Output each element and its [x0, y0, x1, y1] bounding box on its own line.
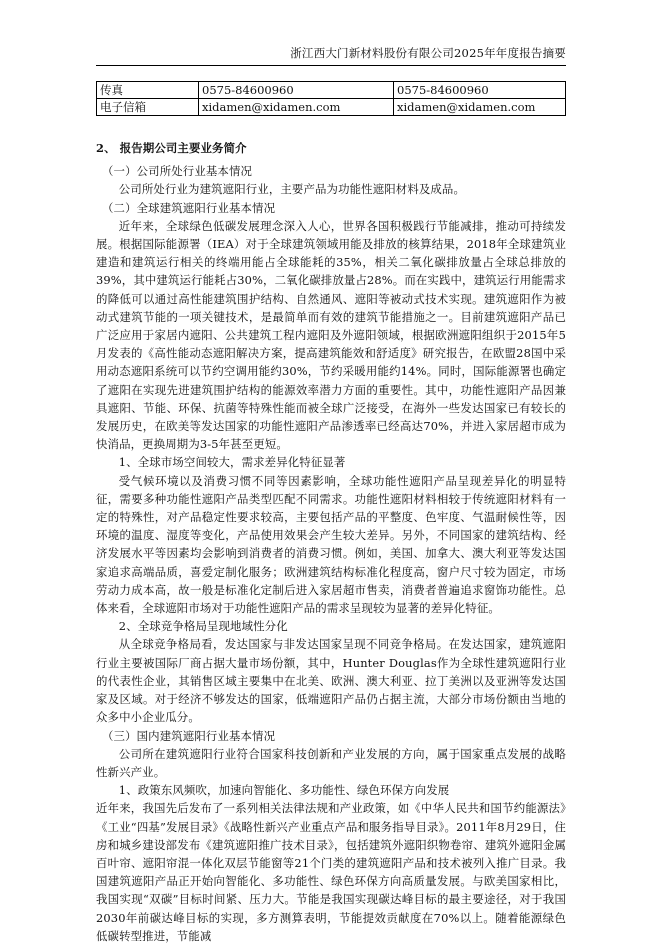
header-title: 浙江西大门新材料股份有限公司2025年年度报告摘要 — [290, 46, 566, 60]
subsection-heading: （二）全球建筑遮阳行业基本情况 — [102, 200, 276, 215]
table-cell-label: 电子信箱 — [97, 99, 199, 116]
table-row — [97, 82, 566, 99]
table-cell-value: 0575-84600960 — [394, 82, 566, 99]
subsection-heading: （一）公司所处行业基本情况 — [102, 164, 253, 179]
subsection-heading: （三）国内建筑遮阳行业基本情况 — [102, 728, 276, 743]
point-heading: 2、全球竞争格局呈现地域性分化 — [118, 619, 288, 634]
point-heading: 1、全球市场空间较大，需求差异化特征显著 — [118, 455, 346, 470]
paragraph: 公司所在建筑遮阳行业符合国家科技创新和产业发展的方向，属于国家重点发展的战略性新兴产业。 — [96, 746, 566, 779]
table-cell-value: xidamen@xidamen.com — [199, 99, 394, 116]
paragraph: 公司所处行业为建筑遮阳行业，主要产品为功能性遮阳材料及成品。 — [118, 182, 466, 197]
paragraph: 近年来，我国先后发布了一系列相关法律法规和产业政策，如《中华人民共和国节约能源法》《工业“四基”发展目录》《战略性新兴产业重点产品和服务指导目录》。2011年8月29日，住房和城乡建设部发布《建筑遮阳推广技术目录》，包括建筑外遮阳织物卷帘、建筑外遮阳金属百叶帘、遮阳帘混一体化双层节能窗等21个门类的建筑遮阳产品和技术被列入推广目录。我国建筑遮阳产品正开始向智能化、多功能性、绿色环保方向高质量发展。与欧美国家相比，我国实现“双碳”目标时间紧、压力大。节能是我国实现碳达峰目标的最主要途径，对于我国2030年前碳达峰目标的实现，多方测算表明，节能提效贡献度在70%以上。随着能源绿色低碳转型推进，节能减 — [96, 801, 566, 943]
table-cell-label: 传真 — [97, 82, 199, 99]
table-cell-value: 0575-84600960 — [199, 82, 394, 99]
paragraph: 从全球竞争格局看，发达国家与非发达国家呈现不同竞争格局。在发达国家，建筑遮阳行业主要被国际厂商占据大量市场份额，其中，Hunter Douglas作为全球性建筑遮阳行业的代表性企业，其销售区域主要集中在北美、欧洲、澳大利亚、拉丁美洲以及亚洲等发达国家及区域。对于经济不够发达的国家，低端遮阳产品仍占据主流，大部分市场份额由当地的众多中小企业瓜分。 — [96, 637, 566, 725]
business-overview — [96, 139, 566, 945]
contact-info-table — [96, 81, 566, 116]
paragraph: 近年来，全球绿色低碳发展理念深入人心，世界各国积极践行节能减排，推动可持续发展。根据国际能源署（IEA）对于全球建筑领域用能及排放的核算结果，2018年全球建筑业建造和建筑运行相关的终端用能占全球能耗的35%，相关二氧化碳排放量占全球总排放的39%，其中建筑运行能耗占30%，二氧化碳排放量占28%。而在实践中，建筑运行用能需求的降低可以通过高性能建筑围护结构、自然通风、遮阳等被动式技术实现。建筑遮阳作为被动式建筑节能的一项关键技术，是最简单而有效的建筑节能措施之一。目前建筑遮阳产品已广泛应用于家居内遮阳、公共建筑工程内遮阳及外遮阳领域，根据欧洲遮阳组织于2015年5月发表的《高性能动态遮阳解决方案，提高建筑能效和舒适度》研究报告，在欧盟28国中采用动态遮阳系统可以节约空调用能约30%，节约采暖用能约14%。同时，国际能源署也确定了遮阳在实现先进建筑围护结构的能源效率潜力方面的重要性。其中，功能性遮阳产品因兼具遮阳、节能、环保、抗菌等特殊性能而被全球广泛接受，在海外一些发达国家已有较长的发展历史，在欧美等发达国家的功能性遮阳产品渗透率已经高达70%，并进入家居超市成为快消品，更换周期为3-5年甚至更短。 — [96, 218, 566, 452]
section-heading: 2、 报告期公司主要业务简介 — [96, 141, 247, 155]
table-row — [97, 99, 566, 116]
page-header — [96, 45, 566, 66]
table-cell-value: xidamen@xidamen.com — [394, 99, 566, 116]
point-heading: 1、政策东风频吹，加速向智能化、多功能性、绿色环保方向发展 — [118, 783, 450, 798]
paragraph: 受气候环境以及消费习惯不同等因素影响，全球功能性遮阳产品呈现差异化的明显特征，需要多种功能性遮阳产品类型匹配不同需求。功能性遮阳材料相较于传统遮阳材料有一定的特殊性，对产品稳定性要求较高，主要包括产品的平整度、色牢度、气温耐候性等，因环境的温度、湿度等变化，产品使用效果会产生较大差异。另外，不同国家的建筑结构、经济发展水平等因素均会影响到消费者的消费习惯。例如，美国、加拿大、澳大利亚等发达国家追求高端品质，喜爱定制化服务；欧洲建筑结构标准化程度高，窗户尺寸较为固定，市场劳动力成本高，故一般是标准化定制后进入家居超市售卖，消费者普遍追求窗饰功能性。总体来看，全球遮阳市场对于功能性遮阳产品的需求呈现较为显著的差异化特征。 — [96, 473, 566, 616]
